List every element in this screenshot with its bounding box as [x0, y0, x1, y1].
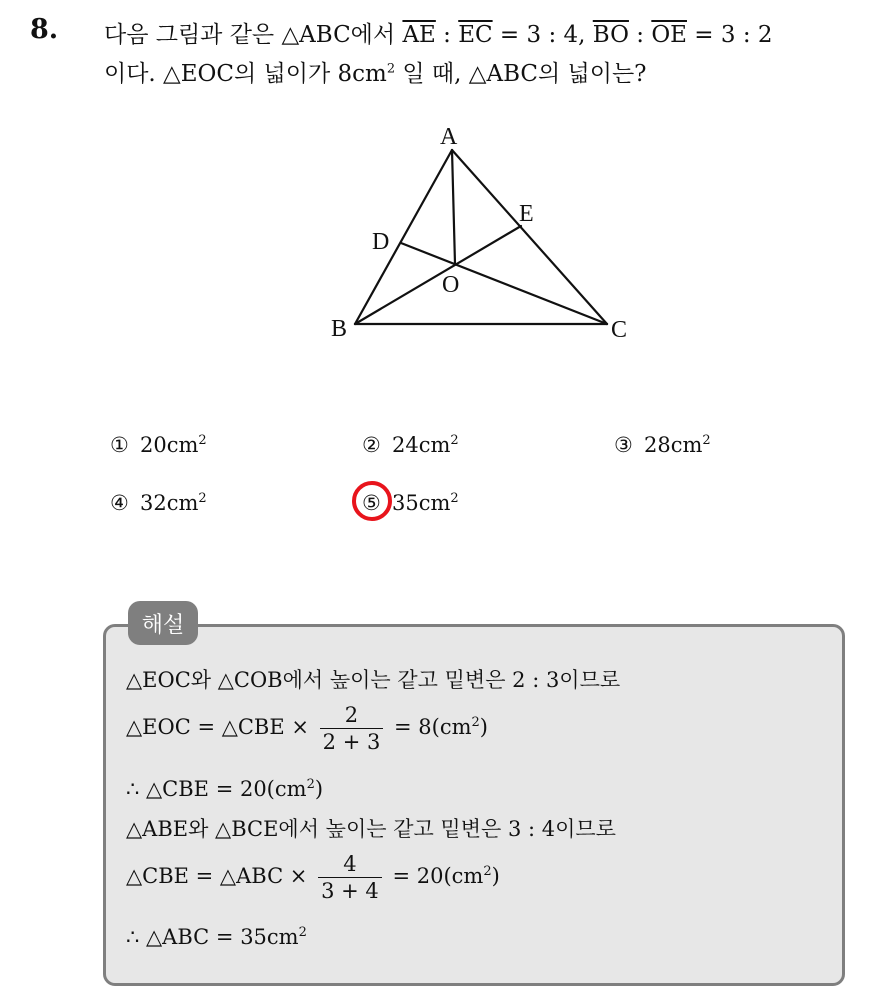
exponent: 2: [450, 491, 459, 506]
equation-text: ∴ △CBE = 20(cm: [126, 777, 307, 801]
equation-lhs: △CBE = △ABC ×: [126, 864, 308, 888]
label-d: D: [372, 229, 390, 255]
exponent: 2: [298, 925, 307, 940]
triangle-figure: [300, 115, 660, 365]
fraction: [318, 851, 382, 904]
equation-text: ∴ △ABC = 35cm: [126, 925, 299, 949]
answer-circle-mark: [352, 481, 392, 521]
exponent: 2: [306, 777, 315, 792]
exponent: 2: [483, 864, 492, 879]
label-b: B: [331, 316, 348, 342]
fraction-numerator: 4: [318, 851, 382, 878]
choice-value: 20cm: [140, 433, 199, 457]
choice-value: 35cm: [392, 491, 451, 515]
exponent: 2: [198, 433, 207, 448]
segment-ao: [452, 150, 455, 264]
choice-1[interactable]: [110, 433, 207, 457]
choice-value: 32cm: [140, 491, 199, 515]
solution-line-4: △ABE와 △BCE에서 높이는 같고 밑변은 3 : 4이므로: [126, 817, 616, 841]
choice-value: 24cm: [392, 433, 451, 457]
segment-bo: $\overline{BO}$: [592, 22, 629, 48]
exponent: 2: [198, 491, 207, 506]
question-number: 8.: [30, 14, 59, 45]
label-o: O: [442, 272, 460, 298]
label-e: E: [519, 201, 534, 227]
choice-3[interactable]: [614, 433, 711, 457]
solution-line-6: [126, 925, 307, 949]
fraction-numerator: 2: [320, 702, 384, 729]
question-text-area: 이다. △EOC의 넓이가 8cm: [104, 61, 387, 87]
ratio-separator: :: [628, 22, 652, 48]
choice-mark: ②: [362, 433, 381, 457]
question-line-2: [104, 55, 647, 88]
close-paren: ): [491, 864, 500, 888]
choice-value: 28cm: [644, 433, 703, 457]
solution-line-1: △EOC와 △COB에서 높이는 같고 밑변은 2 : 3이므로: [126, 668, 621, 692]
exponent: 2: [386, 61, 396, 77]
choice-mark: ③: [614, 433, 633, 457]
fraction: [320, 702, 384, 755]
choice-2[interactable]: [362, 433, 459, 457]
question-text-intro: 다음 그림과 같은 △ABC에서: [104, 22, 403, 48]
question-text-ask: 일 때, △ABC의 넓이는?: [395, 61, 647, 87]
fraction-denominator: 3 + 4: [321, 879, 379, 903]
solution-tag: 해설: [128, 601, 198, 645]
choice-4[interactable]: [110, 491, 207, 515]
side-ac: [452, 150, 607, 324]
ratio-value: = 3 : 4,: [492, 22, 593, 48]
choice-mark: ①: [110, 433, 129, 457]
close-paren: ): [479, 715, 488, 739]
equation-rhs: = 20(cm: [392, 864, 484, 888]
segment-ae: $\overline{AE}$: [402, 22, 436, 48]
segment-ec: $\overline{EC}$: [458, 22, 493, 48]
side-ab: [355, 150, 452, 324]
segment-cd: [401, 243, 607, 324]
equation-rhs: = 8(cm: [394, 715, 472, 739]
segment-oe: $\overline{OE}$: [651, 22, 687, 48]
choice-mark: ⑤: [362, 491, 381, 515]
exponent: 2: [471, 715, 480, 730]
exponent: 2: [702, 433, 711, 448]
solution-line-2: [126, 702, 488, 755]
label-a: A: [440, 124, 458, 150]
ratio-separator: :: [435, 22, 459, 48]
close-paren: ): [314, 777, 324, 801]
fraction-denominator: 2 + 3: [322, 730, 381, 754]
exponent: 2: [450, 433, 459, 448]
equation-lhs: △EOC = △CBE ×: [126, 715, 309, 739]
question-line-1: [104, 16, 773, 49]
ratio-value: = 3 : 2: [686, 22, 773, 48]
solution-line-5: [126, 851, 500, 904]
choice-mark: ④: [110, 491, 129, 515]
label-c: C: [611, 317, 628, 343]
solution-line-3: [126, 777, 323, 801]
